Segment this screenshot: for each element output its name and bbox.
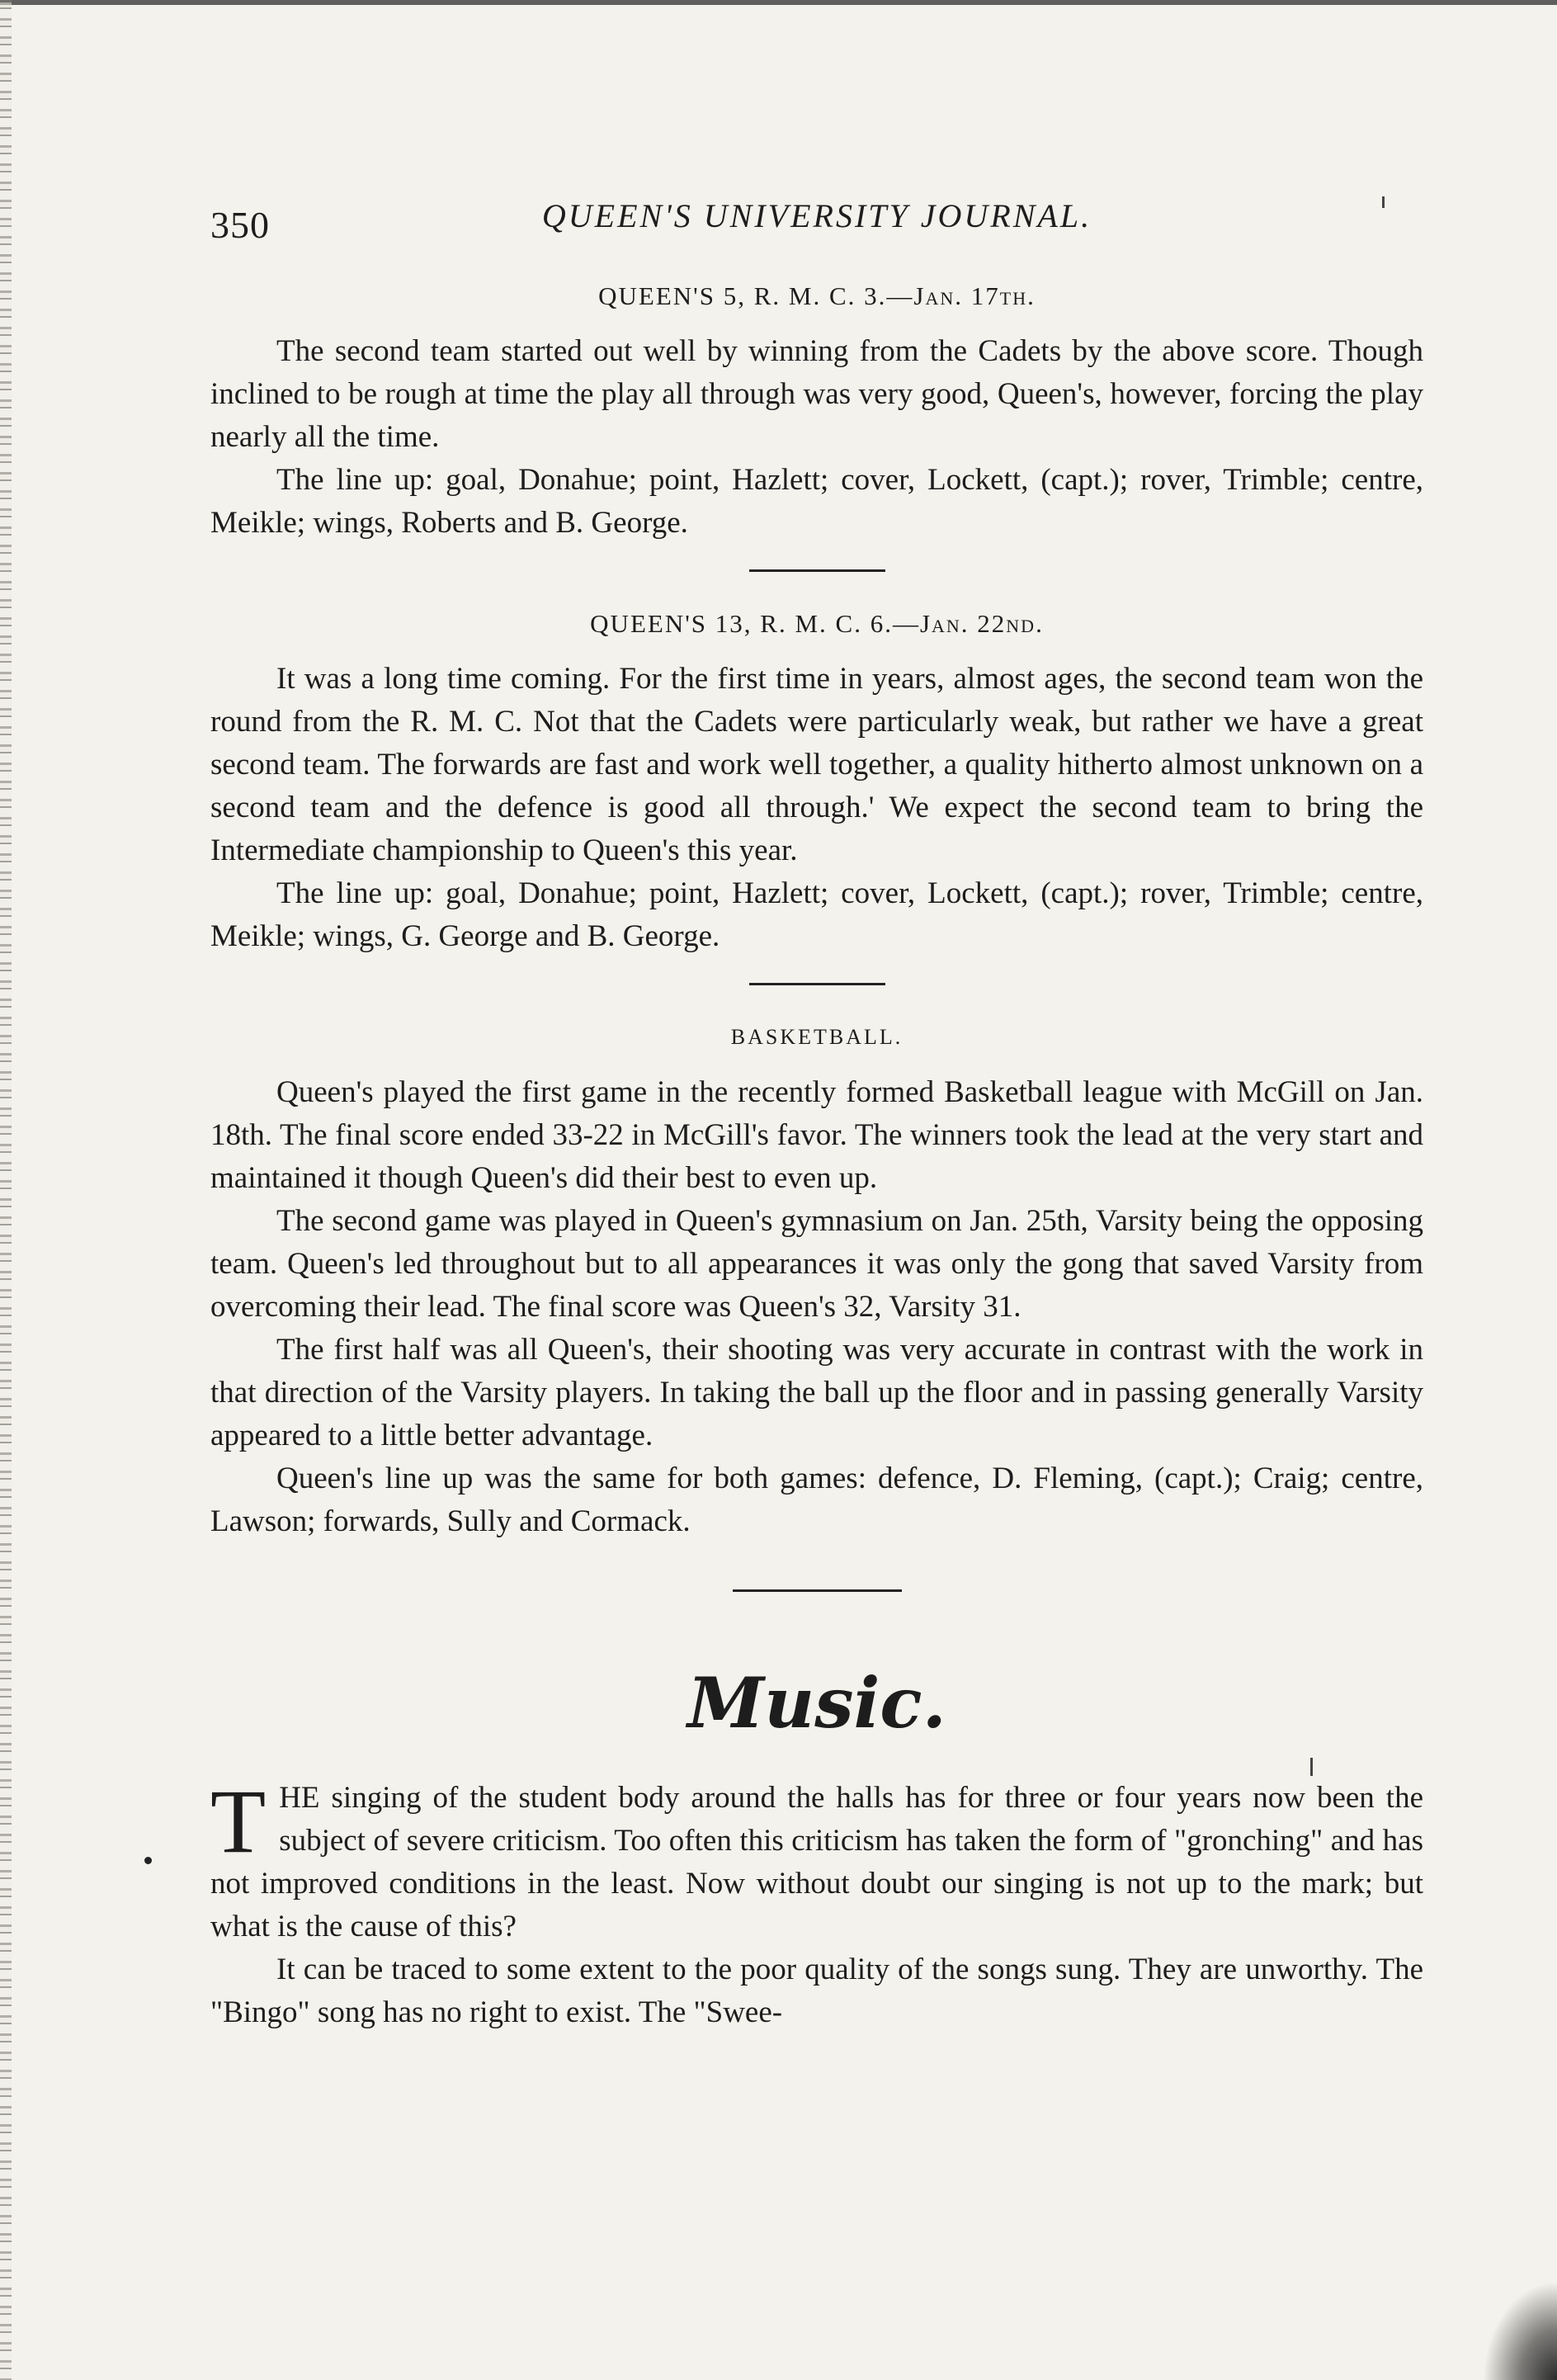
music-paragraph-text: HE singing of the student body around the halls has for three or four years now been the subject of severe criticism. Too often this criticism has taken the form of "gronching" and has not improved conditions in the least. Now without doubt our singing is not up to the mark; but what is the cause of this? [210, 1781, 1423, 1943]
paragraph: The second game was played in Queen's gymnasium on Jan. 25th, Varsity being the opposing team. Queen's led throughout but to all appearances it was only the gong that saved Varsity from overcoming their lead. The final score was Queen's 32, Varsity 31. [210, 1204, 1423, 1324]
music-paragraph [210, 1771, 1423, 1948]
page-binding-edge [0, 0, 12, 2380]
ink-speck [144, 1857, 152, 1864]
section-heading-basketball: BASKETBALL. [730, 1025, 904, 1049]
section-heading-rmc-jan22: QUEEN'S 13, R. M. C. 6.—Jan. 22nd. [590, 609, 1044, 638]
paragraph: It was a long time coming. For the first time in years, almost ages, the second team won the round from the R. M. C. Not that the Cadets were particularly weak, but rather we have a great second team. The forwards are fast and work well together, a quality hitherto almost unknown on a second team and the defence is good all through.' We expect the second team to bring the Intermediate championship to Queen's this year. [210, 662, 1423, 867]
page-content [210, 281, 1423, 2034]
paragraph: Queen's played the first game in the recently formed Basketball league with McGill on Jan. 18th. The final score ended 33-22 in McGill's favor. The winners took the lead at the very start and maintained it though Queen's did their best to even up. [210, 1075, 1423, 1195]
paragraph: The line up: goal, Donahue; point, Hazlett; cover, Lockett, (capt.); rover, Trimble; centre, Meikle; wings, Roberts and B. George. [210, 463, 1423, 540]
page-top-edge [0, 0, 1557, 5]
section-divider [749, 983, 885, 985]
paragraph: The line up: goal, Donahue; point, Hazlett; cover, Lockett, (capt.); rover, Trimble; centre, Meikle; wings, G. George and B. George. [210, 876, 1423, 953]
drop-cap: T [210, 1771, 267, 1872]
paragraph: Queen's line up was the same for both games: defence, D. Fleming, (capt.); Craig; centre, Lawson; forwards, Sully and Cormack. [210, 1462, 1423, 1538]
section-divider [733, 1589, 902, 1592]
corner-smudge [1483, 2281, 1557, 2380]
page-number: 350 [210, 204, 270, 246]
paragraph: The second team started out well by winning from the Cadets by the above score. Though inclined to be rough at time the play all through was very good, Queen's, however, forcing the play nearly all the time. [210, 334, 1423, 454]
page-header [210, 196, 1423, 254]
music-section-title: Music. [687, 1662, 946, 1744]
journal-title: QUEEN'S UNIVERSITY JOURNAL. [541, 197, 1092, 234]
paragraph: The first half was all Queen's, their shooting was very accurate in contrast with the work in that direction of the Varsity players. In taking the ball up the floor and in passing generally Varsity appeared to a little better advantage. [210, 1333, 1423, 1452]
music-paragraph: It can be traced to some extent to the poor quality of the songs sung. They are unworthy. The "Bingo" song has no right to exist. The "Swee- [210, 1953, 1423, 2029]
section-heading-rmc-jan17: QUEEN'S 5, R. M. C. 3.—Jan. 17th. [598, 281, 1036, 310]
section-divider [749, 569, 885, 572]
